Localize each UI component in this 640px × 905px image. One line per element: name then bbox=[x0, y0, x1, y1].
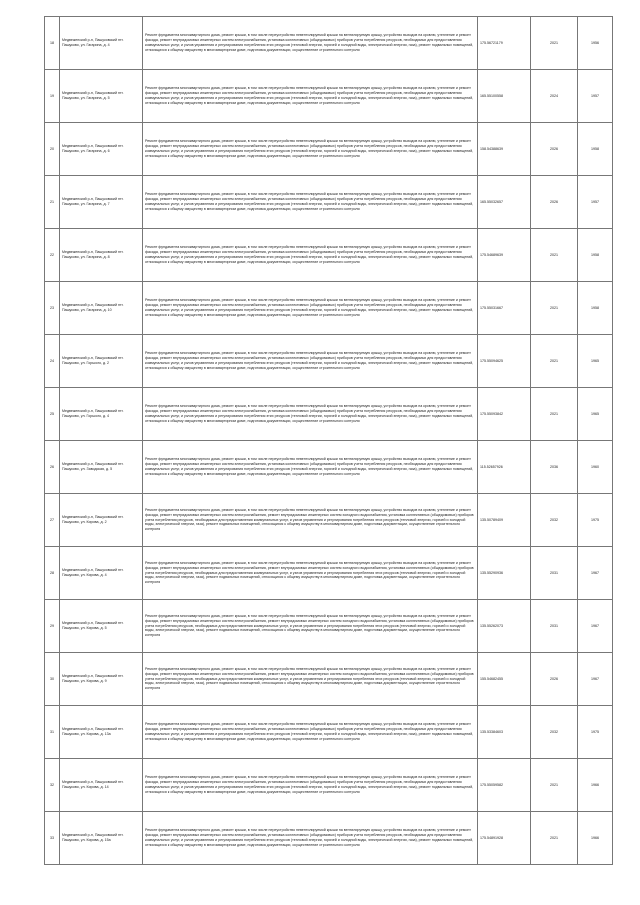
address-cell: Медвеженский р-н, Пашуковский пгт. Пашуково, ул. Кирова, д. 2 bbox=[60, 494, 143, 547]
address-cell: Медвеженский р-н, Пашуковский пгт. Пашуково, ул. Кирова, д. 13а bbox=[60, 706, 143, 759]
address-cell: Медвеженский р-н, Пашуковский пгт. Пашуково, ул. Гагарина, д. 10 bbox=[60, 282, 143, 335]
address-cell: Медвеженский р-н, Пашуковский пгт. Пашуково, ул. Горького, д. 2 bbox=[60, 335, 143, 388]
built-year-cell: 1958 bbox=[578, 229, 613, 282]
works-description-cell: Ремонт фундамента многоквартирного дома, ремонт крыши, в том числе переустройство невентилируемой крыши на вентилируемую крышу, устройство выходов на кровлю, утепление и ремонт фасада, ремонт внутридомовых инженерных систем электроснабжения, ремонт внутридомовых инженерных систем холодного водоснабжения, установка коллективных (общедомовых) приборов учета потребления ресурсов, необходимых для предоставления коммунальных услуг, и узлов управления и регулирования потребления этих ресурсов (тепловой энергии, горячей и холодной воды, электрической энергии, газа), ремонт подвальных помещений, относящихся к общему имуществу в многоквартирном доме, подготовка документации, осуществление строительного контроля bbox=[143, 653, 478, 706]
cost-cell: 175.55094625 bbox=[478, 335, 531, 388]
planned-year-cell: 2021 bbox=[531, 812, 578, 865]
cost-cell: 165.55032657 bbox=[478, 176, 531, 229]
address-cell: Медвеженский р-н, Пашуковский пгт. Пашуково, ул. Кирова, д. 14 bbox=[60, 759, 143, 812]
table-row bbox=[45, 759, 613, 812]
cost-cell: 175.55059582 bbox=[478, 759, 531, 812]
address-cell: Медвеженский р-н, Пашуковский пгт. Пашуково, ул. Кирова, д. 15а bbox=[60, 812, 143, 865]
table-row bbox=[45, 653, 613, 706]
planned-year-cell: 2026 bbox=[531, 653, 578, 706]
cost-cell: 135.53384603 bbox=[478, 706, 531, 759]
works-description-cell: Ремонт фундамента многоквартирного дома, ремонт крыши, в том числе переустройство невентилируемой крыши на вентилируемую крышу, устройство выходов на кровлю, утепление и ремонт фасада, ремонт внутридомовых инженерных систем электроснабжения, установка коллективных (общедомовых) приборов учета потребления ресурсов, необходимых для предоставления коммунальных услуг, и узлов управления и регулирования потребления этих ресурсов (тепловой энергии, горячей и холодной воды, электрической энергии, газа), ремонт подвальных помещений, относящихся к общему имуществу в многоквартирном доме, подготовка документации, осуществление строительного контроля bbox=[143, 176, 478, 229]
table-row bbox=[45, 494, 613, 547]
row-number: 20 bbox=[45, 123, 60, 176]
works-description-cell: Ремонт фундамента многоквартирного дома, ремонт крыши, в том числе переустройство невентилируемой крыши на вентилируемую крышу, устройство выходов на кровлю, утепление и ремонт фасада, ремонт внутридомовых инженерных систем электроснабжения, установка коллективных (общедомовых) приборов учета потребления ресурсов, необходимых для предоставления коммунальных услуг, и узлов управления и регулирования потребления этих ресурсов (тепловой энергии, горячей и холодной воды, электрической энергии, газа), ремонт подвальных помещений, относящихся к общему имуществу в многоквартирном доме, подготовка документации, осуществление строительного контроля bbox=[143, 123, 478, 176]
address-cell: Медвеженский р-н, Пашуковский пгт. Пашуково, ул. Заводская, д. 5 bbox=[60, 441, 143, 494]
row-number: 29 bbox=[45, 600, 60, 653]
row-number: 23 bbox=[45, 282, 60, 335]
row-number: 21 bbox=[45, 176, 60, 229]
row-number: 24 bbox=[45, 335, 60, 388]
works-description-cell: Ремонт фундамента многоквартирного дома, ремонт крыши, в том числе переустройство невентилируемой крыши на вентилируемую крышу, устройство выходов на кровлю, утепление и ремонт фасада, ремонт внутридомовых инженерных систем электроснабжения, ремонт внутридомовых инженерных систем холодного водоснабжения, установка коллективных (общедомовых) приборов учета потребления ресурсов, необходимых для предоставления коммунальных услуг, и узлов управления и регулирования потребления этих ресурсов (тепловой энергии, горячей и холодной воды, электрической энергии, газа), ремонт подвальных помещений, относящихся к общему имуществу в многоквартирном доме, подготовка документации, осуществление строительного контроля bbox=[143, 494, 478, 547]
row-number: 19 bbox=[45, 70, 60, 123]
repair-program-table bbox=[44, 16, 613, 865]
cost-cell: 175.56721179 bbox=[478, 17, 531, 70]
planned-year-cell: 2026 bbox=[531, 176, 578, 229]
address-cell: Медвеженский р-н, Пашуковский пгт. Пашуково, ул. Гагарина, д. 5 bbox=[60, 70, 143, 123]
table-row bbox=[45, 17, 613, 70]
cost-cell: 175.54891928 bbox=[478, 812, 531, 865]
planned-year-cell: 2021 bbox=[531, 229, 578, 282]
works-description-cell: Ремонт фундамента многоквартирного дома, ремонт крыши, в том числе переустройство невентилируемой крыши на вентилируемую крышу, устройство выходов на кровлю, утепление и ремонт фасада, ремонт внутридомовых инженерных систем электроснабжения, ремонт внутридомовых инженерных систем холодного водоснабжения, установка коллективных (общедомовых) приборов учета потребления ресурсов, необходимых для предоставления коммунальных услуг, и узлов управления и регулирования потребления этих ресурсов (тепловой энергии, горячей и холодной воды, электрической энергии, газа), ремонт подвальных помещений, относящихся к общему имуществу в многоквартирном доме, подготовка документации, осуществление строительного контроля bbox=[143, 600, 478, 653]
row-number: 25 bbox=[45, 388, 60, 441]
cost-cell: 175.55031667 bbox=[478, 282, 531, 335]
planned-year-cell: 2021 bbox=[531, 282, 578, 335]
works-description-cell: Ремонт фундамента многоквартирного дома, ремонт крыши, в том числе переустройство невентилируемой крыши на вентилируемую крышу, устройство выходов на кровлю, утепление и ремонт фасада, ремонт внутридомовых инженерных систем электроснабжения, установка коллективных (общедомовых) приборов учета потребления ресурсов, необходимых для предоставления коммунальных услуг, и узлов управления и регулирования потребления этих ресурсов (тепловой энергии, горячей и холодной воды, электрической энергии, газа), ремонт подвальных помещений, относящихся к общему имуществу в многоквартирном доме, подготовка документации, осуществление строительного контроля bbox=[143, 229, 478, 282]
table-body bbox=[45, 17, 613, 865]
table-row bbox=[45, 441, 613, 494]
table-row bbox=[45, 600, 613, 653]
address-cell: Медвеженский р-н, Пашуковский пгт. Пашуково, ул. Кирова, д. 4 bbox=[60, 547, 143, 600]
table-row bbox=[45, 229, 613, 282]
works-description-cell: Ремонт фундамента многоквартирного дома, ремонт крыши, в том числе переустройство невентилируемой крыши на вентилируемую крышу, устройство выходов на кровлю, утепление и ремонт фасада, ремонт внутридомовых инженерных систем электроснабжения, установка коллективных (общедомовых) приборов учета потребления ресурсов, необходимых для предоставления коммунальных услуг, и узлов управления и регулирования потребления этих ресурсов (тепловой энергии, горячей и холодной воды, электрической энергии, газа), ремонт подвальных помещений, относящихся к общему имуществу в многоквартирном доме, подготовка документации, осуществление строительного контроля bbox=[143, 335, 478, 388]
row-number: 22 bbox=[45, 229, 60, 282]
address-cell: Медвеженский р-н, Пашуковский пгт. Пашуково, ул. Гагарина, д. 6 bbox=[60, 123, 143, 176]
planned-year-cell: 2021 bbox=[531, 759, 578, 812]
planned-year-cell: 2031 bbox=[531, 547, 578, 600]
built-year-cell: 1957 bbox=[578, 70, 613, 123]
built-year-cell: 1957 bbox=[578, 176, 613, 229]
address-cell: Медвеженский р-н, Пашуковский пгт. Пашуково, ул. Гагарина, д. 8 bbox=[60, 229, 143, 282]
address-cell: Медвеженский р-н, Пашуковский пгт. Пашуково, ул. Горького, д. 4 bbox=[60, 388, 143, 441]
row-number: 30 bbox=[45, 653, 60, 706]
cost-cell: 165.55100558 bbox=[478, 70, 531, 123]
table-row bbox=[45, 706, 613, 759]
works-description-cell: Ремонт фундамента многоквартирного дома, ремонт крыши, в том числе переустройство невентилируемой крыши на вентилируемую крышу, устройство выходов на кровлю, утепление и ремонт фасада, ремонт внутридомовых инженерных систем электроснабжения, установка коллективных (общедомовых) приборов учета потребления ресурсов, необходимых для предоставления коммунальных услуг, и узлов управления и регулирования потребления этих ресурсов (тепловой энергии, горячей и холодной воды, электрической энергии, газа), ремонт подвальных помещений, относящихся к общему имуществу в многоквартирном доме, подготовка документации, осуществление строительного контроля bbox=[143, 282, 478, 335]
cost-cell: 135.55290936 bbox=[478, 547, 531, 600]
row-number: 28 bbox=[45, 547, 60, 600]
cost-cell: 155.54682455 bbox=[478, 653, 531, 706]
cost-cell: 135.50789409 bbox=[478, 494, 531, 547]
row-number: 33 bbox=[45, 812, 60, 865]
table-row bbox=[45, 388, 613, 441]
works-description-cell: Ремонт фундамента многоквартирного дома, ремонт крыши, в том числе переустройство невентилируемой крыши на вентилируемую крышу, устройство выходов на кровлю, утепление и ремонт фасада, ремонт внутридомовых инженерных систем электроснабжения, установка коллективных (общедомовых) приборов учета потребления ресурсов, необходимых для предоставления коммунальных услуг, и узлов управления и регулирования потребления этих ресурсов (тепловой энергии, горячей и холодной воды, электрической энергии, газа), ремонт подвальных помещений, относящихся к общему имуществу в многоквартирном доме, подготовка документации, осуществление строительного контроля bbox=[143, 706, 478, 759]
cost-cell: 115.52657926 bbox=[478, 441, 531, 494]
planned-year-cell: 2032 bbox=[531, 494, 578, 547]
built-year-cell: 1967 bbox=[578, 547, 613, 600]
row-number: 26 bbox=[45, 441, 60, 494]
built-year-cell: 1967 bbox=[578, 653, 613, 706]
table-row bbox=[45, 176, 613, 229]
built-year-cell: 1975 bbox=[578, 494, 613, 547]
cost-cell: 175.54689639 bbox=[478, 229, 531, 282]
row-number: 18 bbox=[45, 17, 60, 70]
table-row bbox=[45, 282, 613, 335]
built-year-cell: 1956 bbox=[578, 17, 613, 70]
works-description-cell: Ремонт фундамента многоквартирного дома, ремонт крыши, в том числе переустройство невентилируемой крыши на вентилируемую крышу, устройство выходов на кровлю, утепление и ремонт фасада, ремонт внутридомовых инженерных систем электроснабжения, установка коллективных (общедомовых) приборов учета потребления ресурсов, необходимых для предоставления коммунальных услуг, и узлов управления и регулирования потребления этих ресурсов (тепловой энергии, горячей и холодной воды, электрической энергии, газа), ремонт подвальных помещений, относящихся к общему имуществу в многоквартирном доме, подготовка документации, осуществление строительного контроля bbox=[143, 759, 478, 812]
row-number: 31 bbox=[45, 706, 60, 759]
planned-year-cell: 2032 bbox=[531, 706, 578, 759]
table-row bbox=[45, 547, 613, 600]
address-cell: Медвеженский р-н, Пашуковский пгт. Пашуково, ул. Кирова, д. 9 bbox=[60, 653, 143, 706]
table-row bbox=[45, 70, 613, 123]
planned-year-cell: 2024 bbox=[531, 70, 578, 123]
cost-cell: 135.55262073 bbox=[478, 600, 531, 653]
address-cell: Медвеженский р-н, Пашуковский пгт. Пашуково, ул. Гагарина, д. 7 bbox=[60, 176, 143, 229]
table-row bbox=[45, 123, 613, 176]
planned-year-cell: 2021 bbox=[531, 388, 578, 441]
cost-cell: 158.54388639 bbox=[478, 123, 531, 176]
works-description-cell: Ремонт фундамента многоквартирного дома, ремонт крыши, в том числе переустройство невентилируемой крыши на вентилируемую крышу, устройство выходов на кровлю, утепление и ремонт фасада, ремонт внутридомовых инженерных систем электроснабжения, ремонт внутридомовых инженерных систем холодного водоснабжения, установка коллективных (общедомовых) приборов учета потребления ресурсов, необходимых для предоставления коммунальных услуг, и узлов управления и регулирования потребления этих ресурсов (тепловой энергии, горячей и холодной воды, электрической энергии, газа), ремонт подвальных помещений, относящихся к общему имуществу в многоквартирном доме, подготовка документации, осуществление строительного контроля bbox=[143, 547, 478, 600]
built-year-cell: 1960 bbox=[578, 441, 613, 494]
planned-year-cell: 2036 bbox=[531, 441, 578, 494]
table-row bbox=[45, 335, 613, 388]
built-year-cell: 1958 bbox=[578, 282, 613, 335]
built-year-cell: 1965 bbox=[578, 335, 613, 388]
planned-year-cell: 2021 bbox=[531, 335, 578, 388]
works-description-cell: Ремонт фундамента многоквартирного дома, ремонт крыши, в том числе переустройство невентилируемой крыши на вентилируемую крышу, устройство выходов на кровлю, утепление и ремонт фасада, ремонт внутридомовых инженерных систем электроснабжения, установка коллективных (общедомовых) приборов учета потребления ресурсов, необходимых для предоставления коммунальных услуг, и узлов управления и регулирования потребления этих ресурсов (тепловой энергии, горячей и холодной воды, электрической энергии, газа), ремонт подвальных помещений, относящихся к общему имуществу в многоквартирном доме, подготовка документации, осуществление строительного контроля bbox=[143, 70, 478, 123]
built-year-cell: 1966 bbox=[578, 812, 613, 865]
cost-cell: 175.55093842 bbox=[478, 388, 531, 441]
built-year-cell: 1966 bbox=[578, 759, 613, 812]
planned-year-cell: 2026 bbox=[531, 123, 578, 176]
built-year-cell: 1967 bbox=[578, 600, 613, 653]
planned-year-cell: 2021 bbox=[531, 17, 578, 70]
address-cell: Медвеженский р-н, Пашуковский пгт. Пашуково, ул. Кирова, д. 5 bbox=[60, 600, 143, 653]
row-number: 32 bbox=[45, 759, 60, 812]
works-description-cell: Ремонт фундамента многоквартирного дома, ремонт крыши, в том числе переустройство невентилируемой крыши на вентилируемую крышу, устройство выходов на кровлю, утепление и ремонт фасада, ремонт внутридомовых инженерных систем электроснабжения, установка коллективных (общедомовых) приборов учета потребления ресурсов, необходимых для предоставления коммунальных услуг, и узлов управления и регулирования потребления этих ресурсов (тепловой энергии, горячей и холодной воды, электрической энергии, газа), ремонт подвальных помещений, относящихся к общему имуществу в многоквартирном доме, подготовка документации, осуществление строительного контроля bbox=[143, 388, 478, 441]
works-description-cell: Ремонт фундамента многоквартирного дома, ремонт крыши, в том числе переустройство невентилируемой крыши на вентилируемую крышу, устройство выходов на кровлю, утепление и ремонт фасада, ремонт внутридомовых инженерных систем электроснабжения, установка коллективных (общедомовых) приборов учета потребления ресурсов, необходимых для предоставления коммунальных услуг, и узлов управления и регулирования потребления этих ресурсов (тепловой энергии, горячей и холодной воды, электрической энергии, газа), ремонт подвальных помещений, относящихся к общему имуществу в многоквартирном доме, подготовка документации, осуществление строительного контроля bbox=[143, 812, 478, 865]
works-description-cell: Ремонт фундамента многоквартирного дома, ремонт крыши, в том числе переустройство невентилируемой крыши на вентилируемую крышу, устройство выходов на кровлю, утепление и ремонт фасада, ремонт внутридомовых инженерных систем электроснабжения, установка коллективных (общедомовых) приборов учета потребления ресурсов, необходимых для предоставления коммунальных услуг, и узлов управления и регулирования потребления этих ресурсов (тепловой энергии, горячей и холодной воды, электрической энергии, газа), ремонт подвальных помещений, относящихся к общему имуществу в многоквартирном доме, подготовка документации, осуществление строительного контроля bbox=[143, 17, 478, 70]
built-year-cell: 1975 bbox=[578, 706, 613, 759]
works-description-cell: Ремонт фундамента многоквартирного дома, ремонт крыши, в том числе переустройство невентилируемой крыши на вентилируемую крышу, устройство выходов на кровлю, утепление и ремонт фасада, ремонт внутридомовых инженерных систем электроснабжения, установка коллективных (общедомовых) приборов учета потребления ресурсов, необходимых для предоставления коммунальных услуг, и узлов управления и регулирования потребления этих ресурсов (тепловой энергии, горячей и холодной воды, электрической энергии, газа), ремонт подвальных помещений, относящихся к общему имуществу в многоквартирном доме, подготовка документации, осуществление строительного контроля bbox=[143, 441, 478, 494]
address-cell: Медвеженский р-н, Пашуковский пгт. Пашуково, ул. Гагарина, д. 4 bbox=[60, 17, 143, 70]
built-year-cell: 1958 bbox=[578, 123, 613, 176]
built-year-cell: 1965 bbox=[578, 388, 613, 441]
row-number: 27 bbox=[45, 494, 60, 547]
table-row bbox=[45, 812, 613, 865]
planned-year-cell: 2031 bbox=[531, 600, 578, 653]
